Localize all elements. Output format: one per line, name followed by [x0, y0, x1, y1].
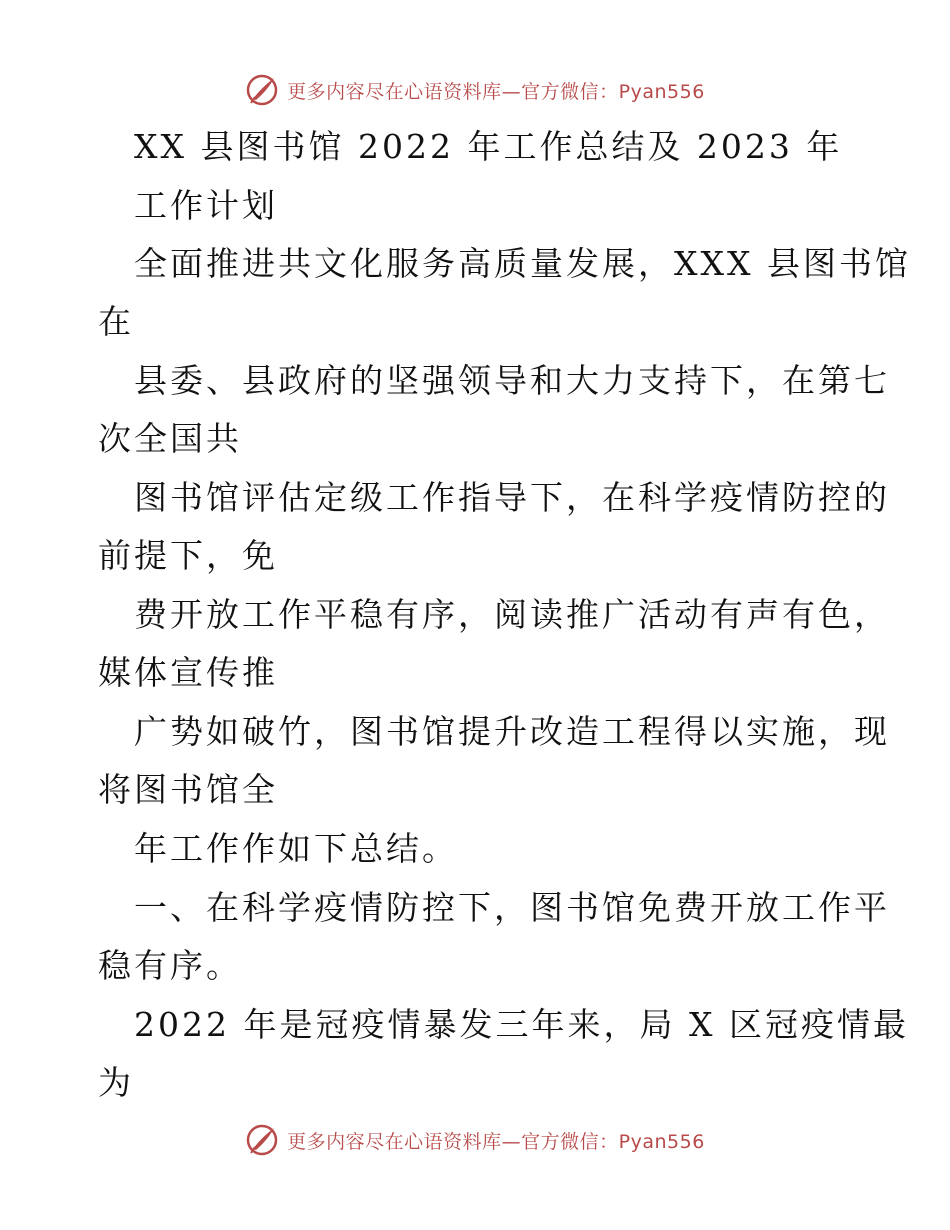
- header-watermark-text: 更多内容尽在心语资料库—官方微信：Pyan556: [287, 80, 705, 103]
- footer-watermark-text: 更多内容尽在心语资料库—官方微信：Pyan556: [287, 1130, 705, 1153]
- paragraph-line: 2022 年是冠疫情暴发三年来，局 X 区冠疫情最: [134, 1005, 909, 1044]
- paragraph-line: 次全国共: [98, 419, 242, 458]
- paragraph-line: 县委、县政府的坚强领导和大力支持下，在第七: [134, 361, 890, 400]
- paragraph-line: 年工作作如下总结。: [134, 829, 458, 868]
- paragraph-line: 为: [98, 1063, 134, 1102]
- paragraph-line: 前提下，免: [98, 536, 278, 575]
- quill-logo-icon: [245, 1123, 279, 1157]
- paragraph-line: 全面推进共文化服务高质量发展，XXX 县图书馆: [134, 244, 911, 283]
- footer-watermark-banner: [0, 1118, 950, 1162]
- section-heading-line: 一、在科学疫情防控下，图书馆免费开放工作平: [134, 888, 890, 927]
- paragraph-line: 在: [98, 302, 134, 341]
- paragraph-line: 图书馆评估定级工作指导下，在科学疫情防控的: [134, 478, 890, 517]
- quill-logo-icon: [245, 73, 279, 107]
- document-title-line-2: 工作计划: [134, 186, 278, 225]
- paragraph-line: 广势如破竹，图书馆提升改造工程得以实施，现: [134, 712, 890, 751]
- paragraph-line: 将图书馆全: [98, 770, 278, 809]
- paragraph-line: 媒体宣传推: [98, 653, 278, 692]
- paragraph-line: 费开放工作平稳有序，阅读推广活动有声有色，: [134, 595, 890, 634]
- document-title-line-1: XX 县图书馆 2022 年工作总结及 2023 年: [134, 127, 843, 166]
- section-heading-line: 稳有序。: [98, 946, 242, 985]
- header-watermark-banner: [0, 68, 950, 112]
